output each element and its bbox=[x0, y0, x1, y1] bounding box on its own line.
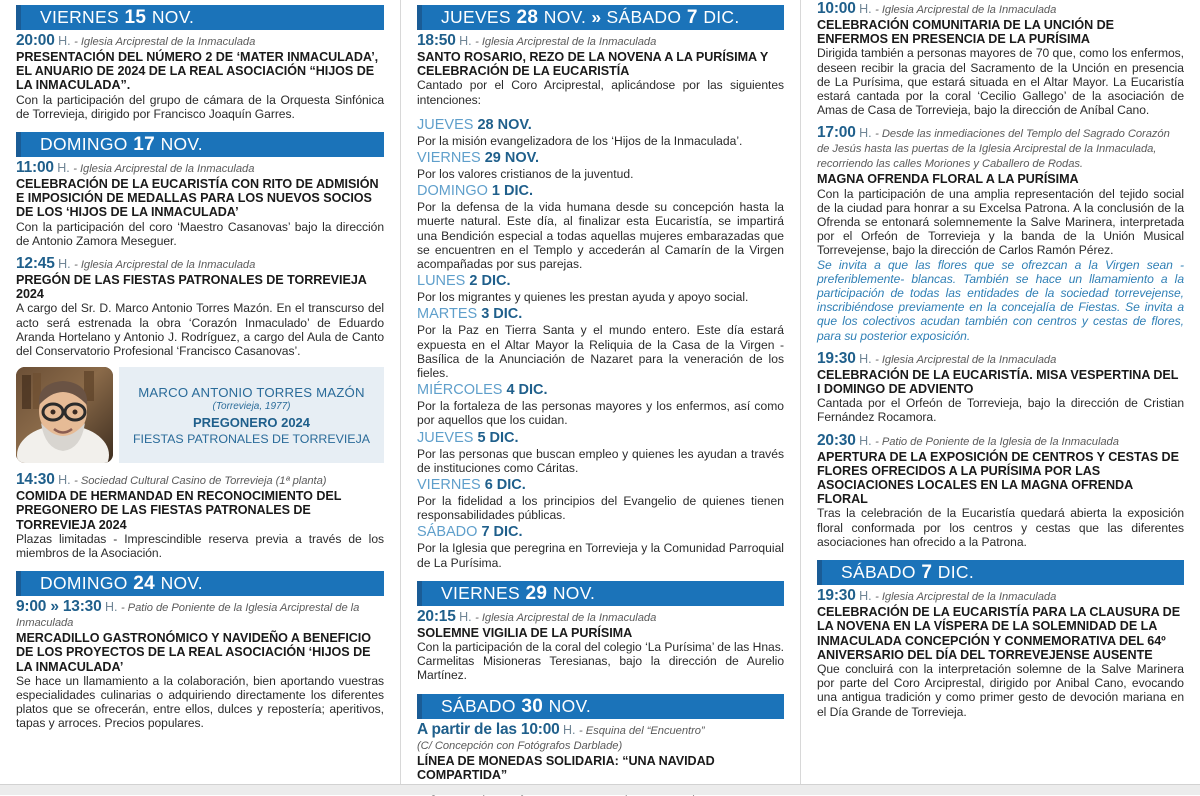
event-meta bbox=[817, 349, 1184, 367]
event-time: 19:30 bbox=[817, 349, 856, 367]
novena-day-number: 1 DIC. bbox=[487, 183, 534, 200]
event-block bbox=[16, 600, 384, 730]
event-place: - Sociedad Cultural Casino de Torrevieja (1ª planta) bbox=[74, 475, 327, 488]
event-block bbox=[817, 349, 1184, 425]
novena-day-text bbox=[417, 323, 784, 380]
event-description: Que concluirá con la interpretación solemne de la Salve Marinera por parte del Coro Arciprestal, dirigido por Anibal Cano, evocando una antigua tradición y como primer gesto de devoción mariana en el Día Grande de Torrevieja. bbox=[817, 661, 1184, 719]
column-2 bbox=[400, 0, 800, 795]
event-place: - Desde las inmediaciones del Templo del Sagrado Corazón de Jesús hasta las puertas de la Iglesia Arciprestal de la Inmaculada, recorriendo las calles Moriones y Caballero de Rodas. bbox=[817, 128, 1170, 171]
event-meta bbox=[817, 2, 1184, 17]
event-title: CELEBRACIÓN DE LA EUCARISTÍA CON RITO DE ADMISIÓN E IMPOSICIÓN DE MEDALLAS PARA LOS NUEVOS SOCIOS DE LOS ‘HIJOS DE LA INMACULADA’ bbox=[16, 177, 379, 220]
novena-day-name: VIERNES bbox=[417, 150, 481, 167]
novena-day bbox=[417, 116, 784, 134]
event-block bbox=[16, 161, 384, 248]
event-time: 20:00 bbox=[16, 32, 55, 49]
novena-day-text-plain: Por la defensa de la vida humana desde su concepción hasta la muerte natural. bbox=[417, 200, 784, 229]
event-place: - Patio de Poniente de la Iglesia de la Inmaculada bbox=[875, 435, 1119, 448]
event-title: LÍNEA DE MONEDAS SOLIDARIA: “UNA NAVIDAD COMPARTIDA” bbox=[417, 753, 715, 782]
novena-intentions-list bbox=[417, 116, 784, 570]
event-description: Tras la celebración de la Eucaristía quedará abierta la exposición floral conformada por los centros y cestas que las diferentes asociaciones han ofrecido a la Patrona. bbox=[817, 506, 1184, 549]
event-meta bbox=[417, 607, 784, 625]
event-place: - Iglesia Arciprestal de la Inmaculada bbox=[74, 36, 256, 48]
event-place: - Iglesia Arciprestal de la Inmaculada bbox=[875, 4, 1057, 16]
event-block bbox=[16, 257, 384, 358]
date-banner bbox=[417, 694, 784, 719]
novena-day-text-plain: Por la Paz en Tierra Santa y el mundo entero. bbox=[417, 323, 697, 338]
novena-day bbox=[417, 476, 784, 494]
event-description: Plazas limitadas - Imprescindible reserva previa a través de los miembros de la Asociación. bbox=[16, 531, 384, 561]
banner-day-number: 24 bbox=[127, 573, 161, 595]
event-title: CELEBRACIÓN COMUNITARIA DE LA UNCIÓN DE ENFERMOS EN PRESENCIA DE LA PURÍSIMA bbox=[817, 18, 1115, 47]
event-hour-label: H. bbox=[855, 433, 876, 448]
date-banner bbox=[16, 571, 384, 596]
event-description: Con la participación de una amplia representación del tejido social de la ciudad para honrar a su Excelsa Patrona. A la conclusión de la Ofrenda se entonará solemnemente la Salve Marinera, interpretada por el Orfeón de Torrevieja y la banda de la Unión Musical Torrevejense, bajo la dirección de Carlos Ramón Pérez. bbox=[817, 186, 1184, 258]
novena-day-text-plain: Por los valores cristianos de la juventud. bbox=[417, 167, 634, 182]
banner-day-number-2: 7 bbox=[681, 7, 704, 28]
pregonero-fiestas: FIESTAS PATRONALES DE TORREVIEJA bbox=[132, 431, 371, 446]
event-description: A cargo del Sr. D. Marco Antonio Torres Mazón. En el transcurso del acto será estrenada la obra ‘Corazón Inmaculado’ de Eduardo Aranda Hortelano y Antonio J. Rodríguez, a cargo del Aula de Canto del Conservatorio Profesional ‘Francisco Casanovas’. bbox=[16, 301, 384, 359]
novena-day-number: 5 DIC. bbox=[473, 429, 519, 446]
banner-month: DIC. bbox=[937, 562, 974, 583]
event-meta bbox=[417, 34, 784, 49]
event-time: 12:45 bbox=[16, 255, 55, 273]
novena-day bbox=[417, 523, 784, 541]
event-place: - Iglesia Arciprestal de la Inmaculada bbox=[875, 591, 1057, 604]
event-title: PRESENTACIÓN DEL NÚMERO 2 DE ‘MATER INMACULADA’, EL ANUARIO DE 2024 DE LA REAL ASOCIACIÓN “HIJOS DE LA INMACULADA”. bbox=[16, 50, 379, 93]
banner-month: NOV. bbox=[552, 582, 596, 603]
novena-day-text bbox=[417, 447, 784, 475]
novena-day-number: 3 DIC. bbox=[477, 306, 523, 323]
date-banner bbox=[16, 5, 384, 30]
event-place: - Iglesia Arciprestal de la Inmaculada bbox=[74, 259, 256, 272]
novena-day-text-plain: Por la misión evangelizadora de los ‘Hijos de la Inmaculada’. bbox=[417, 133, 743, 148]
page-bottom-strip bbox=[0, 784, 1200, 795]
event-hour-label: H. bbox=[54, 473, 75, 488]
column-1 bbox=[0, 0, 400, 795]
event-title: SOLEMNE VIGILIA DE LA PURÍSIMA bbox=[417, 625, 633, 640]
novena-day-name: JUEVES bbox=[417, 116, 474, 133]
date-banner bbox=[817, 560, 1184, 585]
event-meta bbox=[817, 431, 1184, 449]
banner-day-number: 29 bbox=[519, 582, 553, 604]
event-meta bbox=[16, 600, 384, 630]
novena-day-text bbox=[417, 399, 784, 427]
novena-day-number: 4 DIC. bbox=[502, 382, 548, 399]
event-hour-label: H. bbox=[455, 609, 476, 624]
banner-day-name: VIERNES bbox=[40, 7, 119, 27]
date-banner bbox=[417, 5, 784, 30]
novena-day bbox=[417, 429, 784, 447]
event-place: - Patio de Poniente de la Iglesia Arciprestal de la Inmaculada bbox=[16, 602, 360, 630]
event-title: COMIDA DE HERMANDAD EN RECONOCIMIENTO DEL PREGONERO DE LAS FIESTAS PATRONALES DE TORREVIEJA 2024 bbox=[16, 489, 342, 532]
novena-day bbox=[417, 381, 784, 399]
event-time: 20:30 bbox=[817, 431, 856, 449]
novena-day-name: MARTES bbox=[417, 306, 478, 323]
novena-day-text bbox=[417, 290, 784, 304]
event-place-secondary: (C/ Concepción con Fotógrafos Darblade) bbox=[417, 739, 623, 752]
event-title: PREGÓN DE LAS FIESTAS PATRONALES DE TORREVIEJA 2024 bbox=[16, 273, 367, 302]
event-place: - Iglesia Arciprestal de la Inmaculada bbox=[875, 353, 1057, 366]
event-place-secondary-row bbox=[417, 738, 784, 753]
event-hour-label: H. bbox=[855, 589, 876, 604]
event-time: A partir de las 10:00 bbox=[417, 720, 560, 738]
novena-day-name: LUNES bbox=[417, 273, 466, 290]
event-meta bbox=[16, 161, 384, 176]
event-block bbox=[417, 34, 784, 107]
novena-day-number: 2 DIC. bbox=[465, 273, 511, 290]
novena-day-text-plain: Por la Iglesia que peregrina en Torrevieja y la Comunidad Parroquial de La Purísima. bbox=[417, 541, 784, 570]
event-title: CELEBRACIÓN DE LA EUCARISTÍA PARA LA CLAUSURA DE LA NOVENA EN LA VÍSPERA DE LA SOLEMNIDAD DE LA INMACULADA CONCEPCIÓN Y CONMEMORATIVA DEL 64º ANIVERSARIO DEL DÍA DEL TORREVEJENSE AUSENTE bbox=[817, 605, 1181, 662]
event-time: 11:00 bbox=[16, 159, 54, 177]
event-place: - Iglesia Arciprestal de la Inmaculada bbox=[475, 611, 657, 624]
event-description: Cantada por el Orfeón de Torrevieja, bajo la dirección de Cristian Fernández Rocamora. bbox=[817, 396, 1184, 425]
novena-day-text-plain: Por las personas que buscan empleo y quienes les ayudan a través de instituciones como Cáritas. bbox=[417, 446, 784, 475]
banner-day-name: DOMINGO bbox=[40, 573, 128, 594]
pregonero-caption bbox=[119, 367, 384, 463]
banner-month: NOV. bbox=[543, 7, 587, 27]
novena-day-name: MIÉRCOLES bbox=[417, 382, 503, 399]
pregonero-name: MARCO ANTONIO TORRES MAZÓN bbox=[138, 384, 365, 400]
event-title: MERCADILLO GASTRONÓMICO Y NAVIDEÑO A BENEFICIO DE LOS PROYECTOS DE LA REAL ASOCIACIÓN ‘HIJOS DE LA INMACULADA’ bbox=[16, 631, 372, 674]
event-meta bbox=[16, 34, 384, 49]
event-hour-label: H. bbox=[855, 2, 876, 16]
event-description: Con la participación del grupo de cámara de la Orquesta Sinfónica de Torrevieja, dirigido por Francisco Joaquín Garres. bbox=[16, 92, 384, 121]
event-block bbox=[817, 126, 1184, 342]
event-time: 9:00 » 13:30 bbox=[16, 598, 102, 616]
event-block bbox=[16, 473, 384, 560]
event-hour-label: H. bbox=[855, 351, 876, 366]
novena-day bbox=[417, 182, 784, 200]
novena-day-number: 29 NOV. bbox=[480, 150, 539, 167]
event-description-italic bbox=[817, 258, 1184, 343]
event-title: SANTO ROSARIO, REZO DE LA NOVENA A LA PURÍSIMA Y CELEBRACIÓN DE LA EUCARISTÍA bbox=[417, 50, 768, 79]
banner-month-2: DIC. bbox=[703, 7, 740, 27]
novena-day-name: VIERNES bbox=[417, 477, 481, 494]
novena-day-text-plain: Por la fortaleza de las personas mayores y los enfermos, así como por aquellos que los cuidan. bbox=[417, 399, 784, 428]
event-time: 19:30 bbox=[817, 587, 856, 605]
novena-day-text-plain: Por la fidelidad a los principios del Evangelio de quienes tienen responsabilidades públicas. bbox=[417, 494, 784, 523]
date-banner bbox=[417, 581, 784, 606]
event-hour-label: H. bbox=[54, 257, 75, 272]
event-hour-label: H. bbox=[855, 126, 876, 141]
banner-day-name: VIERNES bbox=[441, 582, 520, 603]
event-hour-label: H. bbox=[101, 600, 121, 615]
event-block bbox=[817, 431, 1184, 549]
banner-day-number: 30 bbox=[515, 695, 549, 717]
event-meta bbox=[817, 126, 1184, 171]
novena-day-text bbox=[417, 134, 784, 148]
novena-day bbox=[417, 305, 784, 323]
novena-day-name: JUEVES bbox=[417, 429, 474, 446]
event-hour-label: H. bbox=[54, 34, 75, 48]
novena-day-text bbox=[417, 200, 784, 271]
event-hour-label: H. bbox=[53, 161, 74, 176]
novena-day-text bbox=[417, 541, 784, 569]
banner-day-name: JUEVES bbox=[441, 7, 511, 27]
event-description: Se hace un llamamiento a la colaboración, bien aportando vuestras especialidades culinarias o adquiriendo directamente los diferentes platos que se ofrecerán, entre ellos, dulces y repostería; aperitivos, tapas y arroces. Precios populares. bbox=[16, 673, 384, 731]
novena-day-number: 6 DIC. bbox=[480, 477, 526, 494]
banner-day-name: DOMINGO bbox=[40, 134, 128, 155]
event-meta bbox=[817, 589, 1184, 604]
banner-day-number: 15 bbox=[118, 7, 152, 28]
banner-month: NOV. bbox=[151, 7, 195, 27]
banner-month: NOV. bbox=[548, 695, 592, 716]
event-block bbox=[817, 2, 1184, 117]
banner-day-number: 7 bbox=[915, 562, 938, 584]
event-title: APERTURA DE LA EXPOSICIÓN DE CENTROS Y CESTAS DE FLORES OFRECIDOS A LA PURÍSIMA POR LAS ASOCIACIONES LOCALES EN LA MAGNA OFRENDA FLORAL bbox=[817, 449, 1179, 507]
event-block bbox=[16, 34, 384, 121]
novena-day bbox=[417, 272, 784, 290]
event-place: - Iglesia Arciprestal de la Inmaculada bbox=[73, 163, 255, 176]
banner-day-number: 17 bbox=[127, 134, 161, 156]
event-meta bbox=[417, 720, 784, 738]
novena-day-text bbox=[417, 167, 784, 181]
event-description: Con la participación del coro ‘Maestro Casanovas’ bajo la dirección de Antonio Zamora Meseguer. bbox=[16, 219, 384, 248]
column-3 bbox=[800, 0, 1200, 795]
banner-day-name: SÁBADO bbox=[841, 562, 916, 583]
event-description: Cantado por el Coro Arciprestal, aplicándose por las siguientes intenciones: bbox=[417, 78, 784, 107]
event-description: Con la participación de la coral del colegio ‘La Purísima’ de las Hnas. Carmelitas Misioneras Teresianas, bajo la dirección de Aurelio Martínez. bbox=[417, 640, 784, 683]
novena-day-text-italic: Este día estará expuesta en el Altar Mayor la Reliquia de la Casa de la Virgen - Basílica de la Anunciación de Nazaret para la veneración de los fieles. bbox=[417, 323, 784, 381]
novena-day-text-plain: Por los migrantes y quienes les prestan ayuda y apoyo social. bbox=[417, 290, 749, 305]
event-time: 18:50 bbox=[417, 32, 456, 49]
banner-day-name: SÁBADO bbox=[441, 695, 516, 716]
event-time: 14:30 bbox=[16, 471, 55, 489]
event-place: - Iglesia Arciprestal de la Inmaculada bbox=[475, 36, 657, 48]
banner-day-number: 28 bbox=[510, 7, 544, 28]
banner-month: NOV. bbox=[160, 134, 203, 155]
pregonero-photo bbox=[16, 367, 113, 463]
novena-day-name: SÁBADO bbox=[417, 524, 478, 541]
novena-day-text-italic: Este día, al finalizar esta Eucaristía, se impartirá una Bendición especial a todas aquellas mujeres embarazadas que se encuentren en el Templo y accederán al Camarín de la Virgen acompañadas por sus parejas. bbox=[417, 214, 784, 272]
banner-month: NOV. bbox=[160, 573, 203, 594]
pregonero-role: PREGONERO 2024 bbox=[192, 414, 311, 430]
event-time: 17:00 bbox=[817, 124, 856, 142]
event-title: CELEBRACIÓN DE LA EUCARISTÍA. MISA VESPERTINA DEL I DOMINGO DE ADVIENTO bbox=[817, 367, 1179, 397]
event-block bbox=[417, 607, 784, 683]
novena-day-name: DOMINGO bbox=[417, 183, 488, 200]
banner-day-name-2: SÁBADO bbox=[606, 7, 682, 27]
novena-day-number: 7 DIC. bbox=[477, 524, 523, 541]
pregonero-birth: (Torrevieja, 1977) bbox=[212, 400, 291, 412]
event-meta bbox=[16, 257, 384, 272]
novena-day-text bbox=[417, 494, 784, 522]
pregonero-card bbox=[16, 367, 384, 463]
event-description-italic-text: Se invita a que las flores que se ofrezcan a la Virgen sean -preferiblemente- blancas. También se hace un llamamiento a la participación de todas las entidades de la sociedad torrevejense, inscribiéndose previamente en la concejalía de Fiestas. Se invita a que los colectivos acudan también con centros y cestas de flores, para su posterior exposición. bbox=[817, 257, 1184, 343]
event-place: - Esquina del “Encuentro” bbox=[579, 724, 705, 737]
novena-day bbox=[417, 149, 784, 167]
date-banner bbox=[16, 132, 384, 157]
event-description: Dirigida también a personas mayores de 70 que, como los enfermos, deseen recibir la gracia del Sacramento de la Unción en presencia de La Purísima, que estará situada en el Altar Mayor. La Eucaristía estará cantada por la coral ‘Cecilio Gallego’ de la asociación de Amas de Casa de Torrevieja, bajo la dirección de Aníbal Cano. bbox=[817, 46, 1184, 118]
event-meta bbox=[16, 473, 384, 488]
banner-range-arrow: » bbox=[586, 7, 607, 27]
event-time: 10:00 bbox=[817, 0, 856, 17]
event-hour-label: H. bbox=[455, 34, 476, 48]
event-time: 20:15 bbox=[417, 607, 456, 625]
event-hour-label: H. bbox=[559, 722, 579, 737]
event-block bbox=[817, 589, 1184, 719]
novena-day-number: 28 NOV. bbox=[473, 116, 532, 133]
event-title: MAGNA OFRENDA FLORAL A LA PURÍSIMA bbox=[817, 172, 1079, 187]
